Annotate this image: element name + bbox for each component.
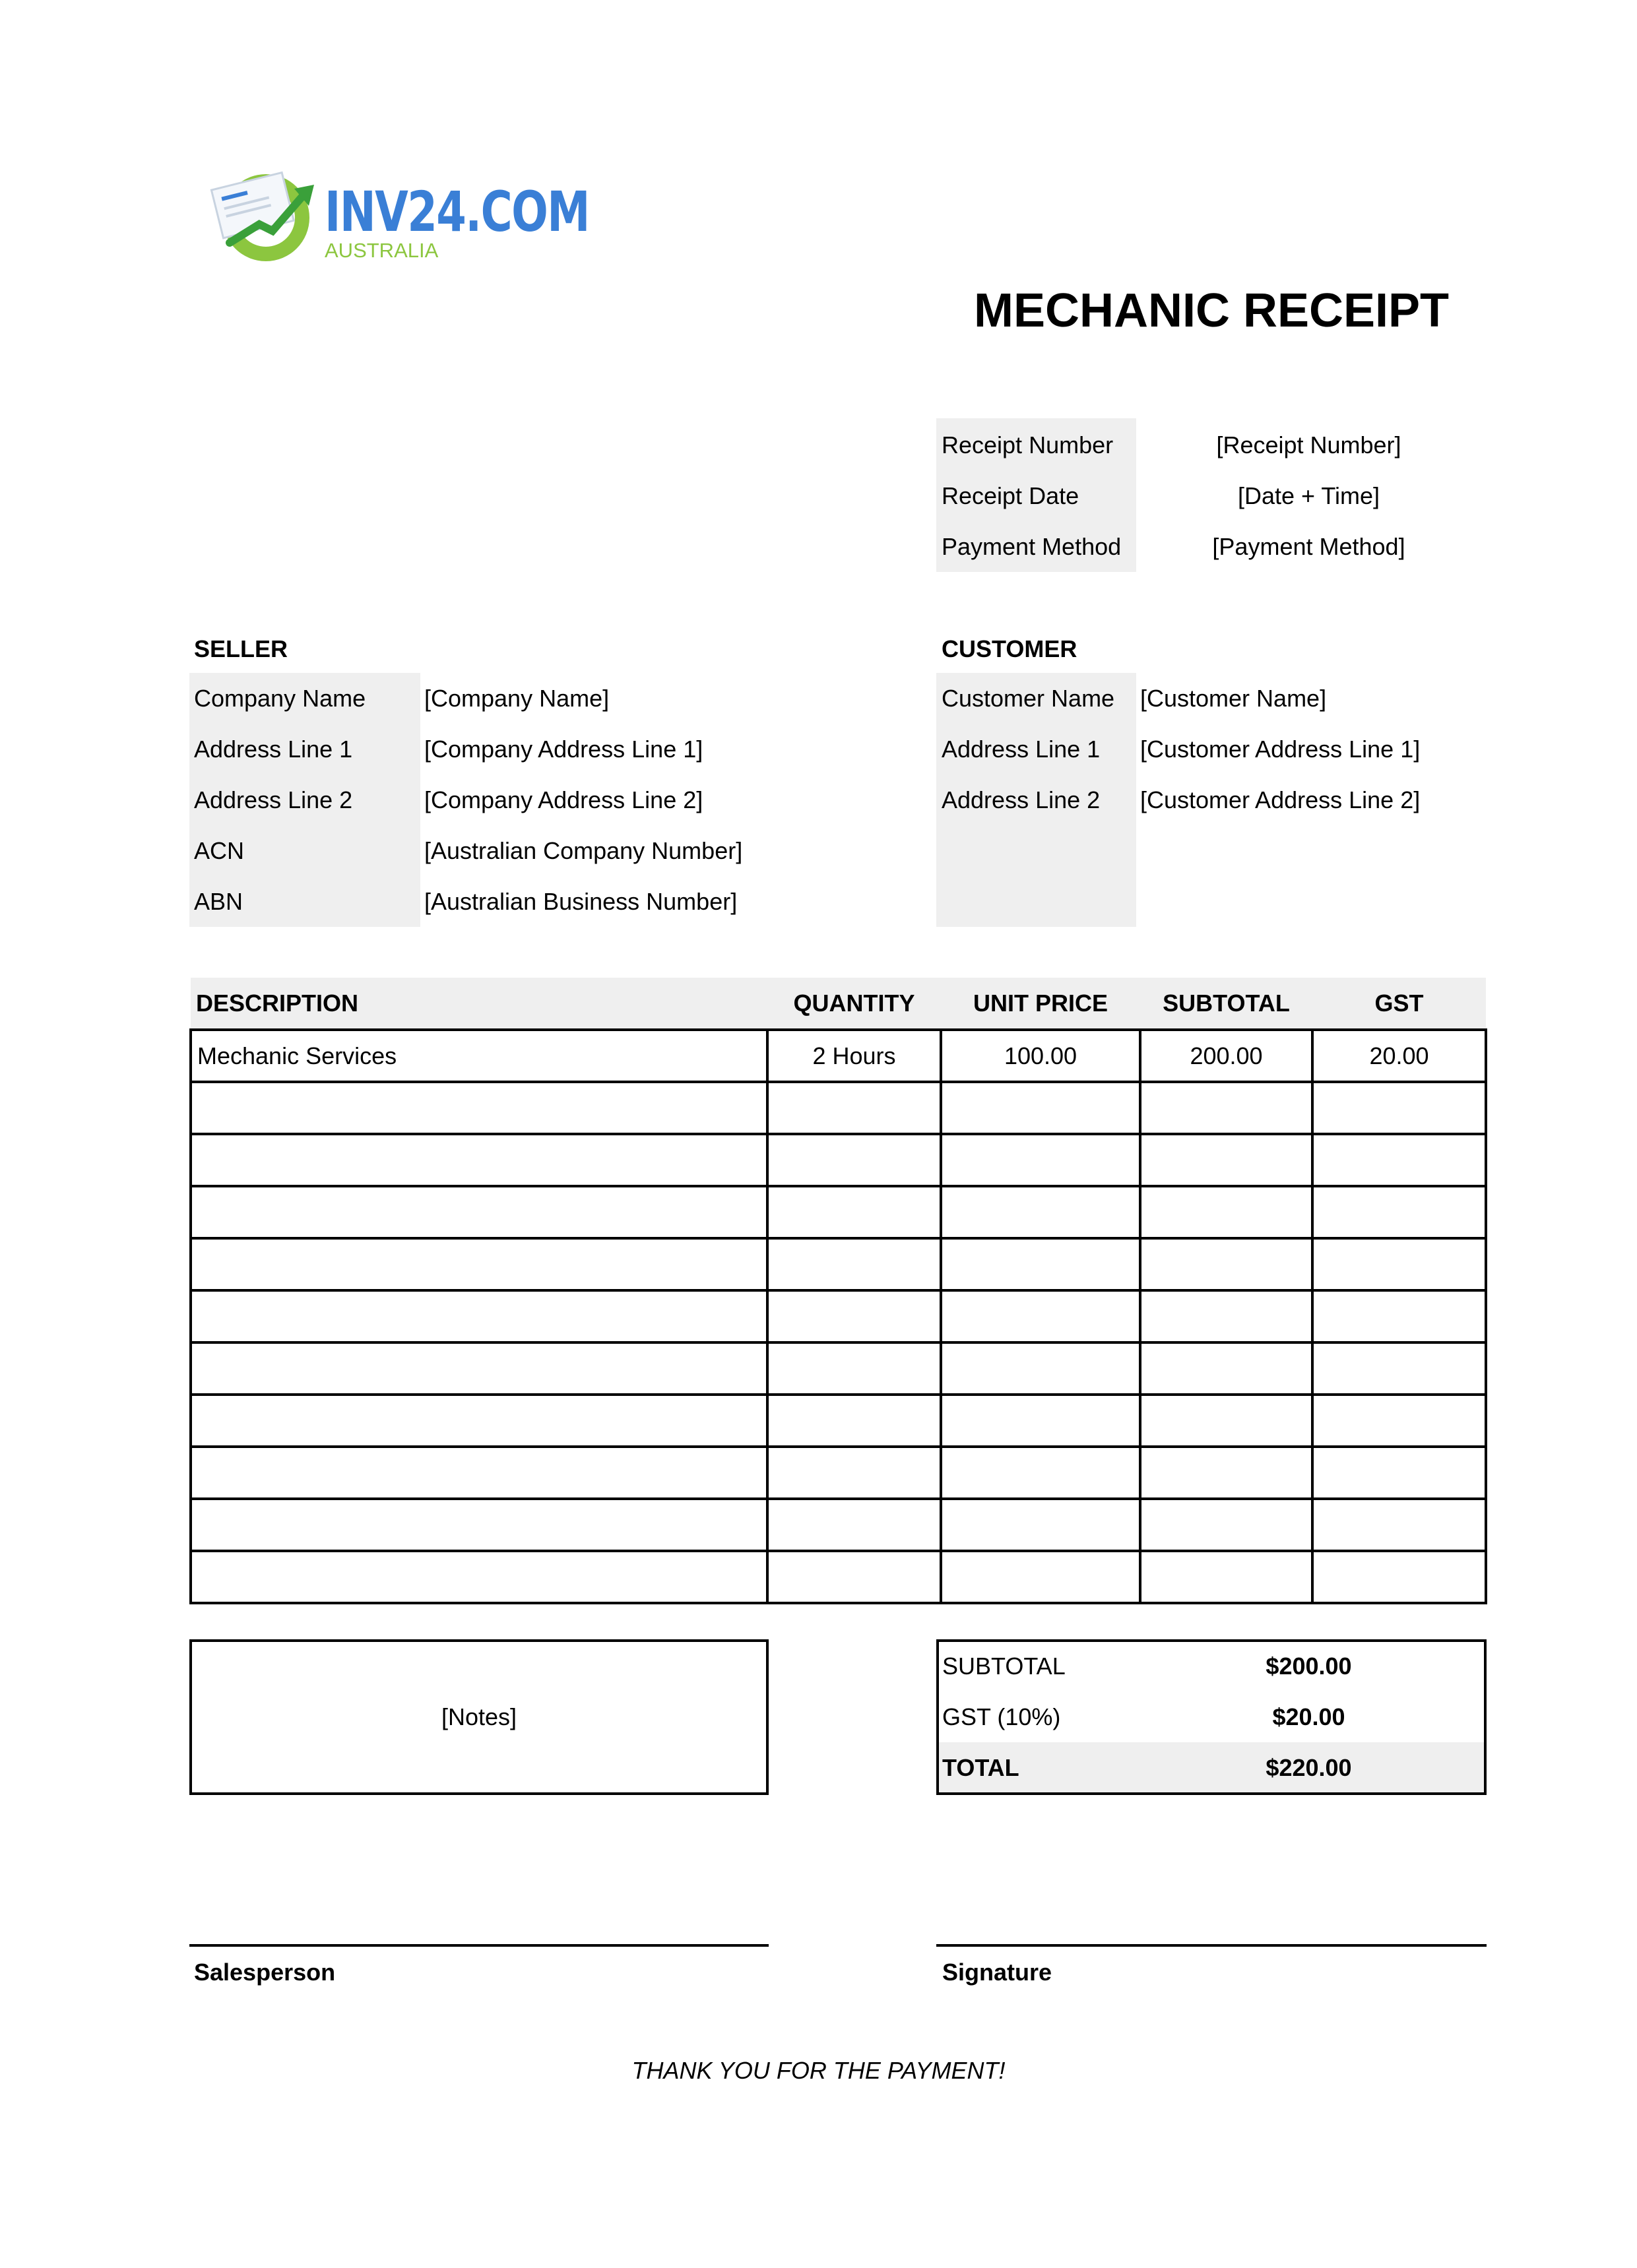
- cell-unit-price: [941, 1395, 1140, 1447]
- receipt-number-label: Receipt Number: [942, 431, 1114, 458]
- cell-unit-price: [941, 1342, 1140, 1395]
- customer-heading: CUSTOMER: [942, 635, 1077, 662]
- cell-quantity: [767, 1499, 941, 1551]
- header-quantity: QUANTITY: [767, 978, 941, 1030]
- cell-quantity: [767, 1395, 941, 1447]
- cell-gst: [1312, 1447, 1486, 1499]
- logo-country: AUSTRALIA: [325, 239, 439, 262]
- cell-gst: [1312, 1186, 1486, 1238]
- cell-gst: [1312, 1238, 1486, 1290]
- seller-address-1-value: [Company Address Line 1]: [424, 736, 703, 763]
- table-row: [191, 1395, 1486, 1447]
- cell-quantity: [767, 1134, 941, 1186]
- totals-total-value: $220.00: [1266, 1754, 1352, 1781]
- cell-quantity: [767, 1290, 941, 1342]
- cell-unit-price: [941, 1499, 1140, 1551]
- notes-text: [Notes]: [441, 1703, 517, 1730]
- receipt-number-value: [Receipt Number]: [1216, 431, 1401, 458]
- cell-subtotal: [1140, 1238, 1312, 1290]
- seller-acn-value: [Australian Company Number]: [424, 837, 743, 864]
- table-row: [191, 1447, 1486, 1499]
- cell-gst: 20.00: [1312, 1030, 1486, 1082]
- table-row: [191, 1082, 1486, 1134]
- seller-company-name-label: Company Name: [194, 685, 366, 712]
- document-title: MECHANIC RECEIPT: [974, 284, 1450, 337]
- header-subtotal: SUBTOTAL: [1140, 978, 1312, 1030]
- cell-description: [191, 1342, 767, 1395]
- cell-gst: [1312, 1082, 1486, 1134]
- seller-company-name-value: [Company Name]: [424, 685, 610, 712]
- cell-description: [191, 1551, 767, 1603]
- table-row: [191, 1134, 1486, 1186]
- seller-address-2-value: [Company Address Line 2]: [424, 786, 703, 813]
- seller-abn-label: ABN: [194, 888, 243, 915]
- cell-description: [191, 1395, 767, 1447]
- salesperson-line: [189, 1944, 769, 1947]
- cell-unit-price: [941, 1134, 1140, 1186]
- cell-gst: [1312, 1134, 1486, 1186]
- cell-subtotal: [1140, 1082, 1312, 1134]
- table-row: [191, 1342, 1486, 1395]
- table-row: [191, 1551, 1486, 1603]
- cell-unit-price: [941, 1186, 1140, 1238]
- customer-address-2-label: Address Line 2: [942, 786, 1101, 813]
- receipt-date-label: Receipt Date: [942, 482, 1079, 509]
- cell-quantity: 2 Hours: [767, 1030, 941, 1082]
- customer-address-2-value: [Customer Address Line 2]: [1140, 786, 1421, 813]
- totals-gst-value: $20.00: [1272, 1703, 1345, 1730]
- seller-address-1-label: Address Line 1: [194, 736, 353, 763]
- cell-description: [191, 1499, 767, 1551]
- cell-gst: [1312, 1342, 1486, 1395]
- signature-label: Signature: [942, 1959, 1052, 1986]
- totals-gst-label: GST (10%): [942, 1703, 1061, 1730]
- table-row: [191, 1238, 1486, 1290]
- cell-gst: [1312, 1290, 1486, 1342]
- cell-gst: [1312, 1551, 1486, 1603]
- cell-subtotal: 200.00: [1140, 1030, 1312, 1082]
- cell-gst: [1312, 1395, 1486, 1447]
- payment-method-value: [Payment Method]: [1212, 533, 1405, 560]
- cell-subtotal: [1140, 1134, 1312, 1186]
- header-description: DESCRIPTION: [191, 978, 767, 1030]
- cell-description: [191, 1082, 767, 1134]
- table-row: [191, 1030, 1486, 1082]
- customer-name-value: [Customer Name]: [1140, 685, 1327, 712]
- header-unit-price: UNIT PRICE: [941, 978, 1140, 1030]
- cell-description: [191, 1447, 767, 1499]
- seller-address-2-label: Address Line 2: [194, 786, 353, 813]
- cell-subtotal: [1140, 1447, 1312, 1499]
- logo-brand: INV24.COM: [325, 179, 589, 244]
- cell-quantity: [767, 1342, 941, 1395]
- table-row: [191, 1186, 1486, 1238]
- signature-line: [936, 1944, 1487, 1947]
- cell-subtotal: [1140, 1395, 1312, 1447]
- thank-you-footer: THANK YOU FOR THE PAYMENT!: [631, 2057, 1006, 2084]
- cell-subtotal: [1140, 1186, 1312, 1238]
- cell-quantity: [767, 1551, 941, 1603]
- cell-description: [191, 1238, 767, 1290]
- seller-heading: SELLER: [194, 635, 288, 662]
- seller-abn-value: [Australian Business Number]: [424, 888, 738, 915]
- cell-gst: [1312, 1499, 1486, 1551]
- customer-address-1-value: [Customer Address Line 1]: [1140, 736, 1421, 763]
- table-row: [191, 1290, 1486, 1342]
- table-row: [191, 1499, 1486, 1551]
- cell-quantity: [767, 1447, 941, 1499]
- header-gst: GST: [1312, 978, 1486, 1030]
- items-table-header-row: [191, 978, 1486, 1030]
- cell-subtotal: [1140, 1342, 1312, 1395]
- cell-description: [191, 1134, 767, 1186]
- items-table: [189, 978, 1487, 1604]
- cell-description: [191, 1186, 767, 1238]
- cell-subtotal: [1140, 1290, 1312, 1342]
- totals-total-label: TOTAL: [942, 1754, 1019, 1781]
- customer-name-label: Customer Name: [942, 685, 1115, 712]
- receipt-date-value: [Date + Time]: [1237, 482, 1380, 509]
- totals-subtotal-value: $200.00: [1266, 1653, 1352, 1680]
- totals-subtotal-label: SUBTOTAL: [942, 1653, 1066, 1680]
- cell-quantity: [767, 1082, 941, 1134]
- cell-unit-price: [941, 1447, 1140, 1499]
- salesperson-label: Salesperson: [194, 1959, 336, 1986]
- payment-method-label: Payment Method: [942, 533, 1122, 560]
- cell-unit-price: [941, 1238, 1140, 1290]
- cell-subtotal: [1140, 1499, 1312, 1551]
- cell-unit-price: [941, 1290, 1140, 1342]
- cell-unit-price: 100.00: [941, 1030, 1140, 1082]
- items-table-body: [191, 1030, 1486, 1603]
- cell-description: [191, 1290, 767, 1342]
- cell-subtotal: [1140, 1551, 1312, 1603]
- cell-unit-price: [941, 1551, 1140, 1603]
- customer-address-1-label: Address Line 1: [942, 736, 1101, 763]
- cell-quantity: [767, 1186, 941, 1238]
- cell-description: Mechanic Services: [191, 1030, 767, 1082]
- cell-quantity: [767, 1238, 941, 1290]
- seller-acn-label: ACN: [194, 837, 245, 864]
- cell-unit-price: [941, 1082, 1140, 1134]
